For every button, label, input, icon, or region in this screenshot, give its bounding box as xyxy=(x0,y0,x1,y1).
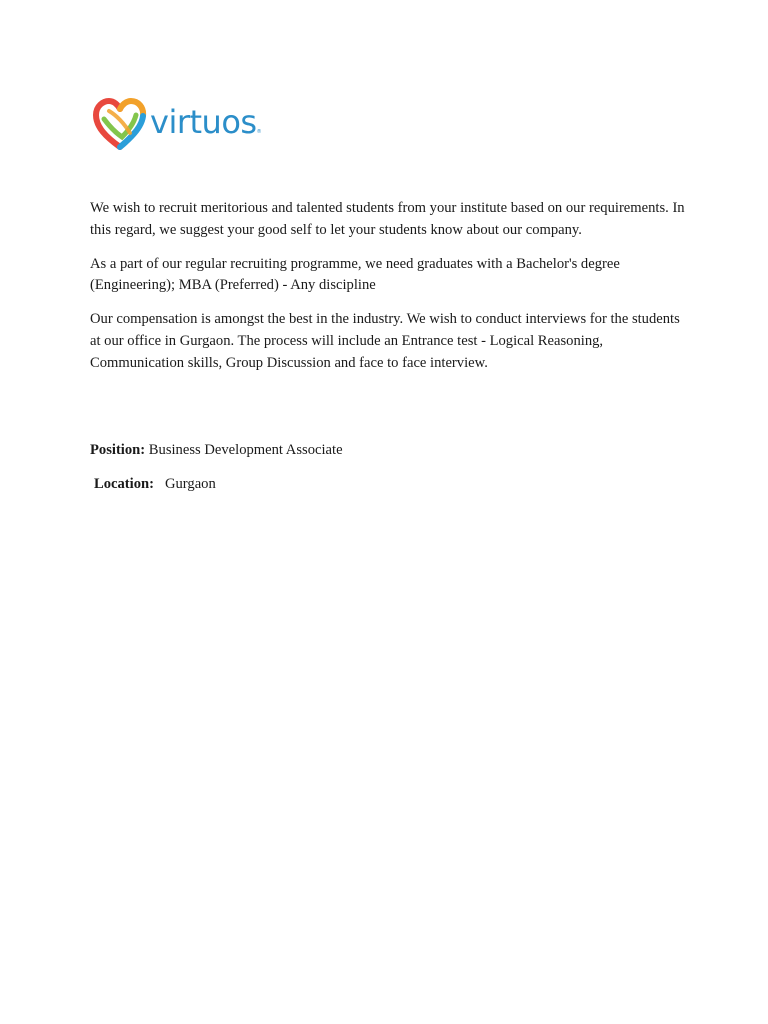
paragraph-requirements: As a part of our regular recruiting programme, we need graduates with a Bachelor's degree (Engineering); MBA (Preferred) - Any discipline xyxy=(90,255,620,294)
logo-wordmark: virtuos xyxy=(150,103,257,141)
company-logo xyxy=(92,97,284,153)
location-row xyxy=(94,474,216,494)
location-value: Gurgaon xyxy=(164,476,216,492)
position-label: Position: xyxy=(90,442,146,458)
position-row xyxy=(90,440,343,460)
paragraph-recruitment-intro: We wish to recruit meritorious and talented students from your institute based on our requirements. In this regard, we suggest your good self to let your students know about our company. xyxy=(90,200,685,238)
letter-body xyxy=(90,198,690,387)
heart-logo-icon xyxy=(92,97,148,153)
paragraph-process: Our compensation is amongst the best in the industry. We wish to conduct interviews for the students at our office in Gurgaon. The process will include an Entrance test - Logical Reasoning, Communication skills, Group Discussion and face to face interview. xyxy=(90,311,680,371)
registered-mark: ® xyxy=(256,129,262,135)
location-label: Location: xyxy=(94,476,154,492)
position-value: Business Development Associate xyxy=(148,442,343,458)
